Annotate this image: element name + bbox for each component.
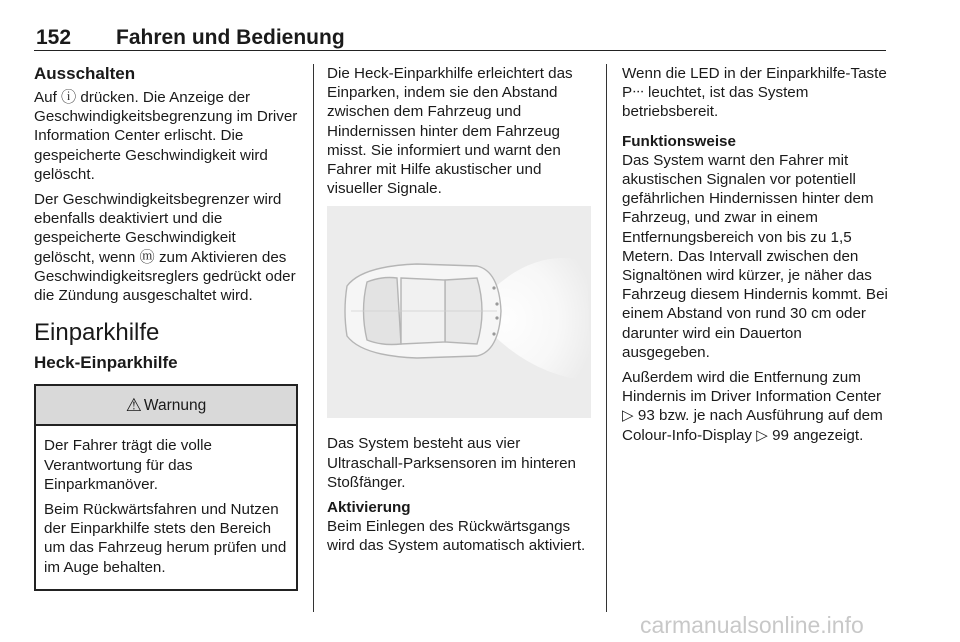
warning-title: Warnung <box>143 396 207 414</box>
page-number: 152 <box>36 26 72 49</box>
paragraph: Auf ⓘ drücken. Die Anzeige der Geschwindigkeitsbegrenzung im Driver Information Center erlischt. Die gespeicherte Geschwindigkeit wird gelöscht. <box>34 89 298 183</box>
warning-header <box>36 386 296 426</box>
chapter-title: Fahren und Bedienung <box>116 26 345 49</box>
warning-icon: ⚠ <box>125 394 142 415</box>
page-header <box>34 24 886 51</box>
car-top-view-illustration <box>327 206 591 418</box>
paragraph: Das System warnt den Fahrer mit akustischen Signalen vor potentiell gefährlichen Hindernissen hinter dem Fahrzeug, und zwar in einem Entfernungsbereich von bis zu 1,5 Metern. Das Intervall zwischen den Signaltönen wird kürzer, je näher das Fahrzeug diesem Hindernis kommt. Bei einem Abstand von rund 30 cm oder darunter wird ein Dauerton ausgegeben. <box>622 151 888 361</box>
parking-sensor-illustration <box>327 206 591 418</box>
column-middle <box>327 64 591 562</box>
heading-funktionsweise: Funktionsweise <box>622 132 736 150</box>
column-divider <box>606 64 607 612</box>
heading-aktivierung: Aktivierung <box>327 499 411 517</box>
paragraph: Wenn die LED in der Einparkhilfe-Taste Pᐧᐧᐧ leuchtet, ist das System betriebsbereit. <box>622 65 887 121</box>
paragraph: Außerdem wird die Entfernung zum Hindernis im Driver Information Center ▷ 93 bzw. je nach Ausführung auf dem Colour-Info-Display ▷ 99 angezeigt. <box>622 369 883 444</box>
column-right <box>622 64 888 451</box>
paragraph: Der Geschwindigkeitsbegrenzer wird ebenfalls deaktiviert und die gespeicherte Geschwindigkeit gelöscht, wenn ⓜ zum Aktivieren des Geschwindigkeitsreglers gedrückt oder die Zündung ausgeschaltet wird. <box>34 191 296 305</box>
warning-body <box>36 426 296 588</box>
column-divider <box>313 64 314 612</box>
paragraph: Beim Einlegen des Rückwärtsgangs wird das System automatisch aktiviert. <box>327 518 586 555</box>
section-title: Einparkhilfe <box>34 319 160 347</box>
warning-text: Der Fahrer trägt die volle Verantwortung für das Einparkmanöver. <box>44 437 212 493</box>
warning-box <box>34 384 298 590</box>
watermark: carmanualsonline.info <box>640 612 864 638</box>
column-left <box>34 64 298 591</box>
section-subtitle: Heck-Einparkhilfe <box>34 353 178 373</box>
heading-ausschalten: Ausschalten <box>34 64 136 83</box>
car-shape <box>345 264 501 358</box>
paragraph: Das System besteht aus vier Ultraschall-Parksensoren im hinteren Stoßfänger. <box>327 435 577 491</box>
paragraph: Die Heck-Einparkhilfe erleichtert das Einparken, indem sie den Abstand zwischen dem Fahrzeug und Hindernissen hinter dem Fahrzeug misst. Sie informiert und warnt den Fahrer mit Hilfe akustischer und visueller Signale. <box>327 65 573 198</box>
warning-text: Beim Rückwärtsfahren und Nutzen der Einparkhilfe stets den Bereich um das Fahrzeug herum prüfen und im Auge behalten. <box>44 501 287 576</box>
